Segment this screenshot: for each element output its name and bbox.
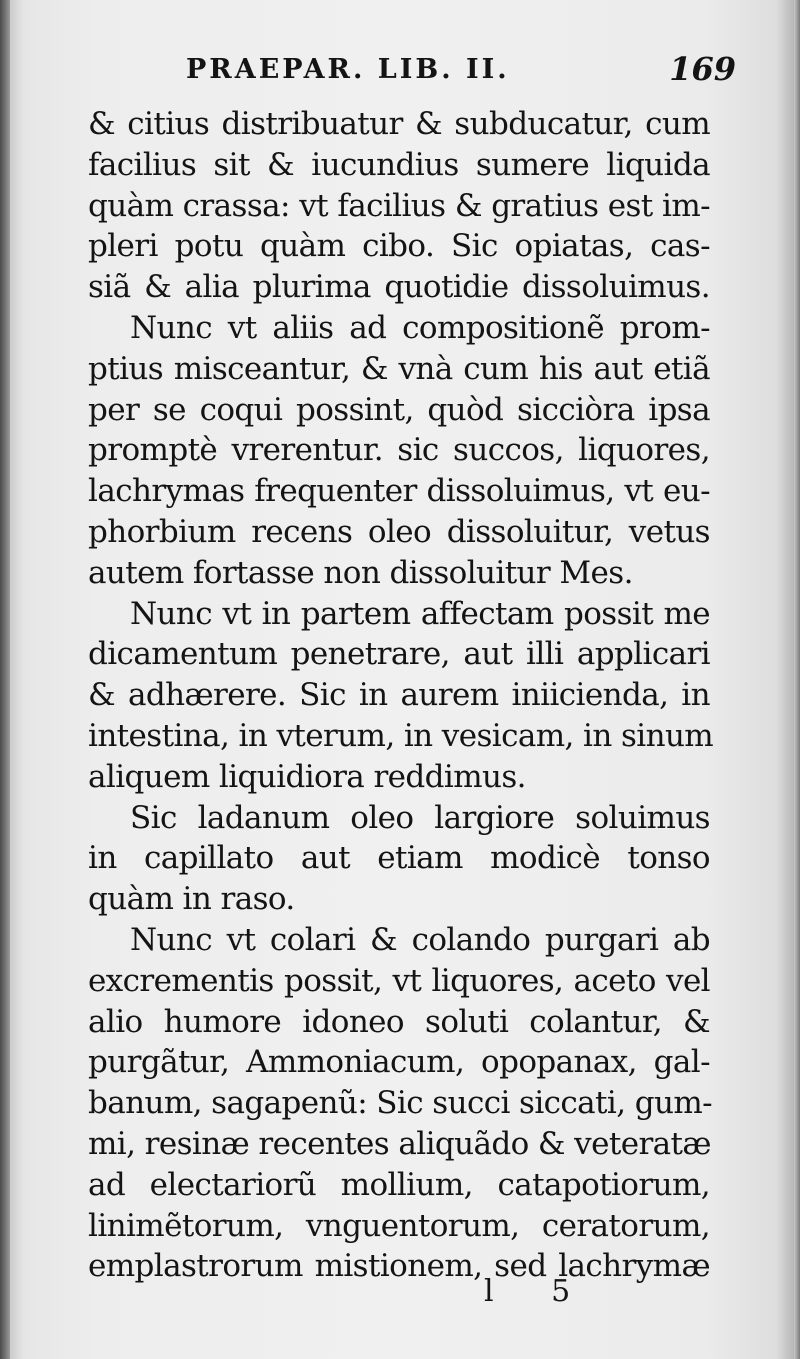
text-line: dicamentum penetrare, aut illi applicari [88,636,710,673]
text-line: banum, sagapenũ: Sic succi siccati, gum- [88,1085,713,1122]
text-line: per se coqui possint, quòd sicciòra ipsa [88,391,710,428]
running-title: PRAEPAR. LIB. II. [186,54,510,85]
text-line: alio humore idoneo soluti colantur, & [88,1003,710,1040]
text-line: mi, resinæ recentes aliquãdo & veteratæ [88,1125,711,1162]
text-line: ptius misceantur, & vnà cum his aut etiã [88,350,710,387]
text-line: excrementis possit, vt liquores, aceto vel [88,962,710,999]
text-line: emplastrorum mistionem, sed lachrymæ [88,1248,710,1285]
text-line: ad electariorũ mollium, catapotiorum, [88,1166,710,1203]
paragraph-start-line: Nunc vt colari & colando purgari ab [130,921,710,958]
paragraph-end-line: aliquem liquidiora reddimus. [88,758,526,795]
text-line: & adhærere. Sic in aurem iniicienda, in [88,677,710,714]
text-line: linimẽtorum, vnguentorum, ceratorum, [88,1207,710,1244]
text-line: quàm crassa: vt facilius & gratius est im- [88,187,710,224]
text-block [88,104,714,1287]
text-line: promptè vrerentur. sic succos, liquores, [88,432,710,469]
paragraph-start-line: Nunc vt in partem affectam possit me [130,595,710,632]
paragraph-end-line: autem fortasse non dissoluitur Mes. [88,554,633,591]
text-line: phorbium recens oleo dissoluitur, vetus [88,513,710,550]
text-line: lachrymas frequenter dissoluimus, vt eu- [88,473,710,510]
paragraph-start-line: Nunc vt aliis ad compositionẽ prom- [130,309,710,346]
text-line: intestina, in vterum, in vesicam, in sinum [88,717,714,754]
paragraph-start-line: Sic ladanum oleo largiore soluimus [130,799,710,836]
text-line: siã & alia plurima quotidie dissoluimus. [88,269,710,306]
text-line: in capillato aut etiam modicè tonso [88,840,710,877]
text-line: pleri potu quàm cibo. Sic opiatas, cas- [88,228,710,265]
running-head [88,48,736,92]
text-line: purgãtur, Ammoniacum, opopanax, gal- [88,1044,710,1081]
paragraph-end-line: quàm in raso. [88,881,295,918]
page-number: 169 [669,50,736,88]
page-binding-shadow [0,0,10,1359]
text-line: facilius sit & iucundius sumere liquida [88,146,710,183]
text-line: & citius distribuatur & subducatur, cum [88,106,710,142]
page-right-edge [794,0,800,1359]
signature-mark: l 5 [484,1274,595,1309]
